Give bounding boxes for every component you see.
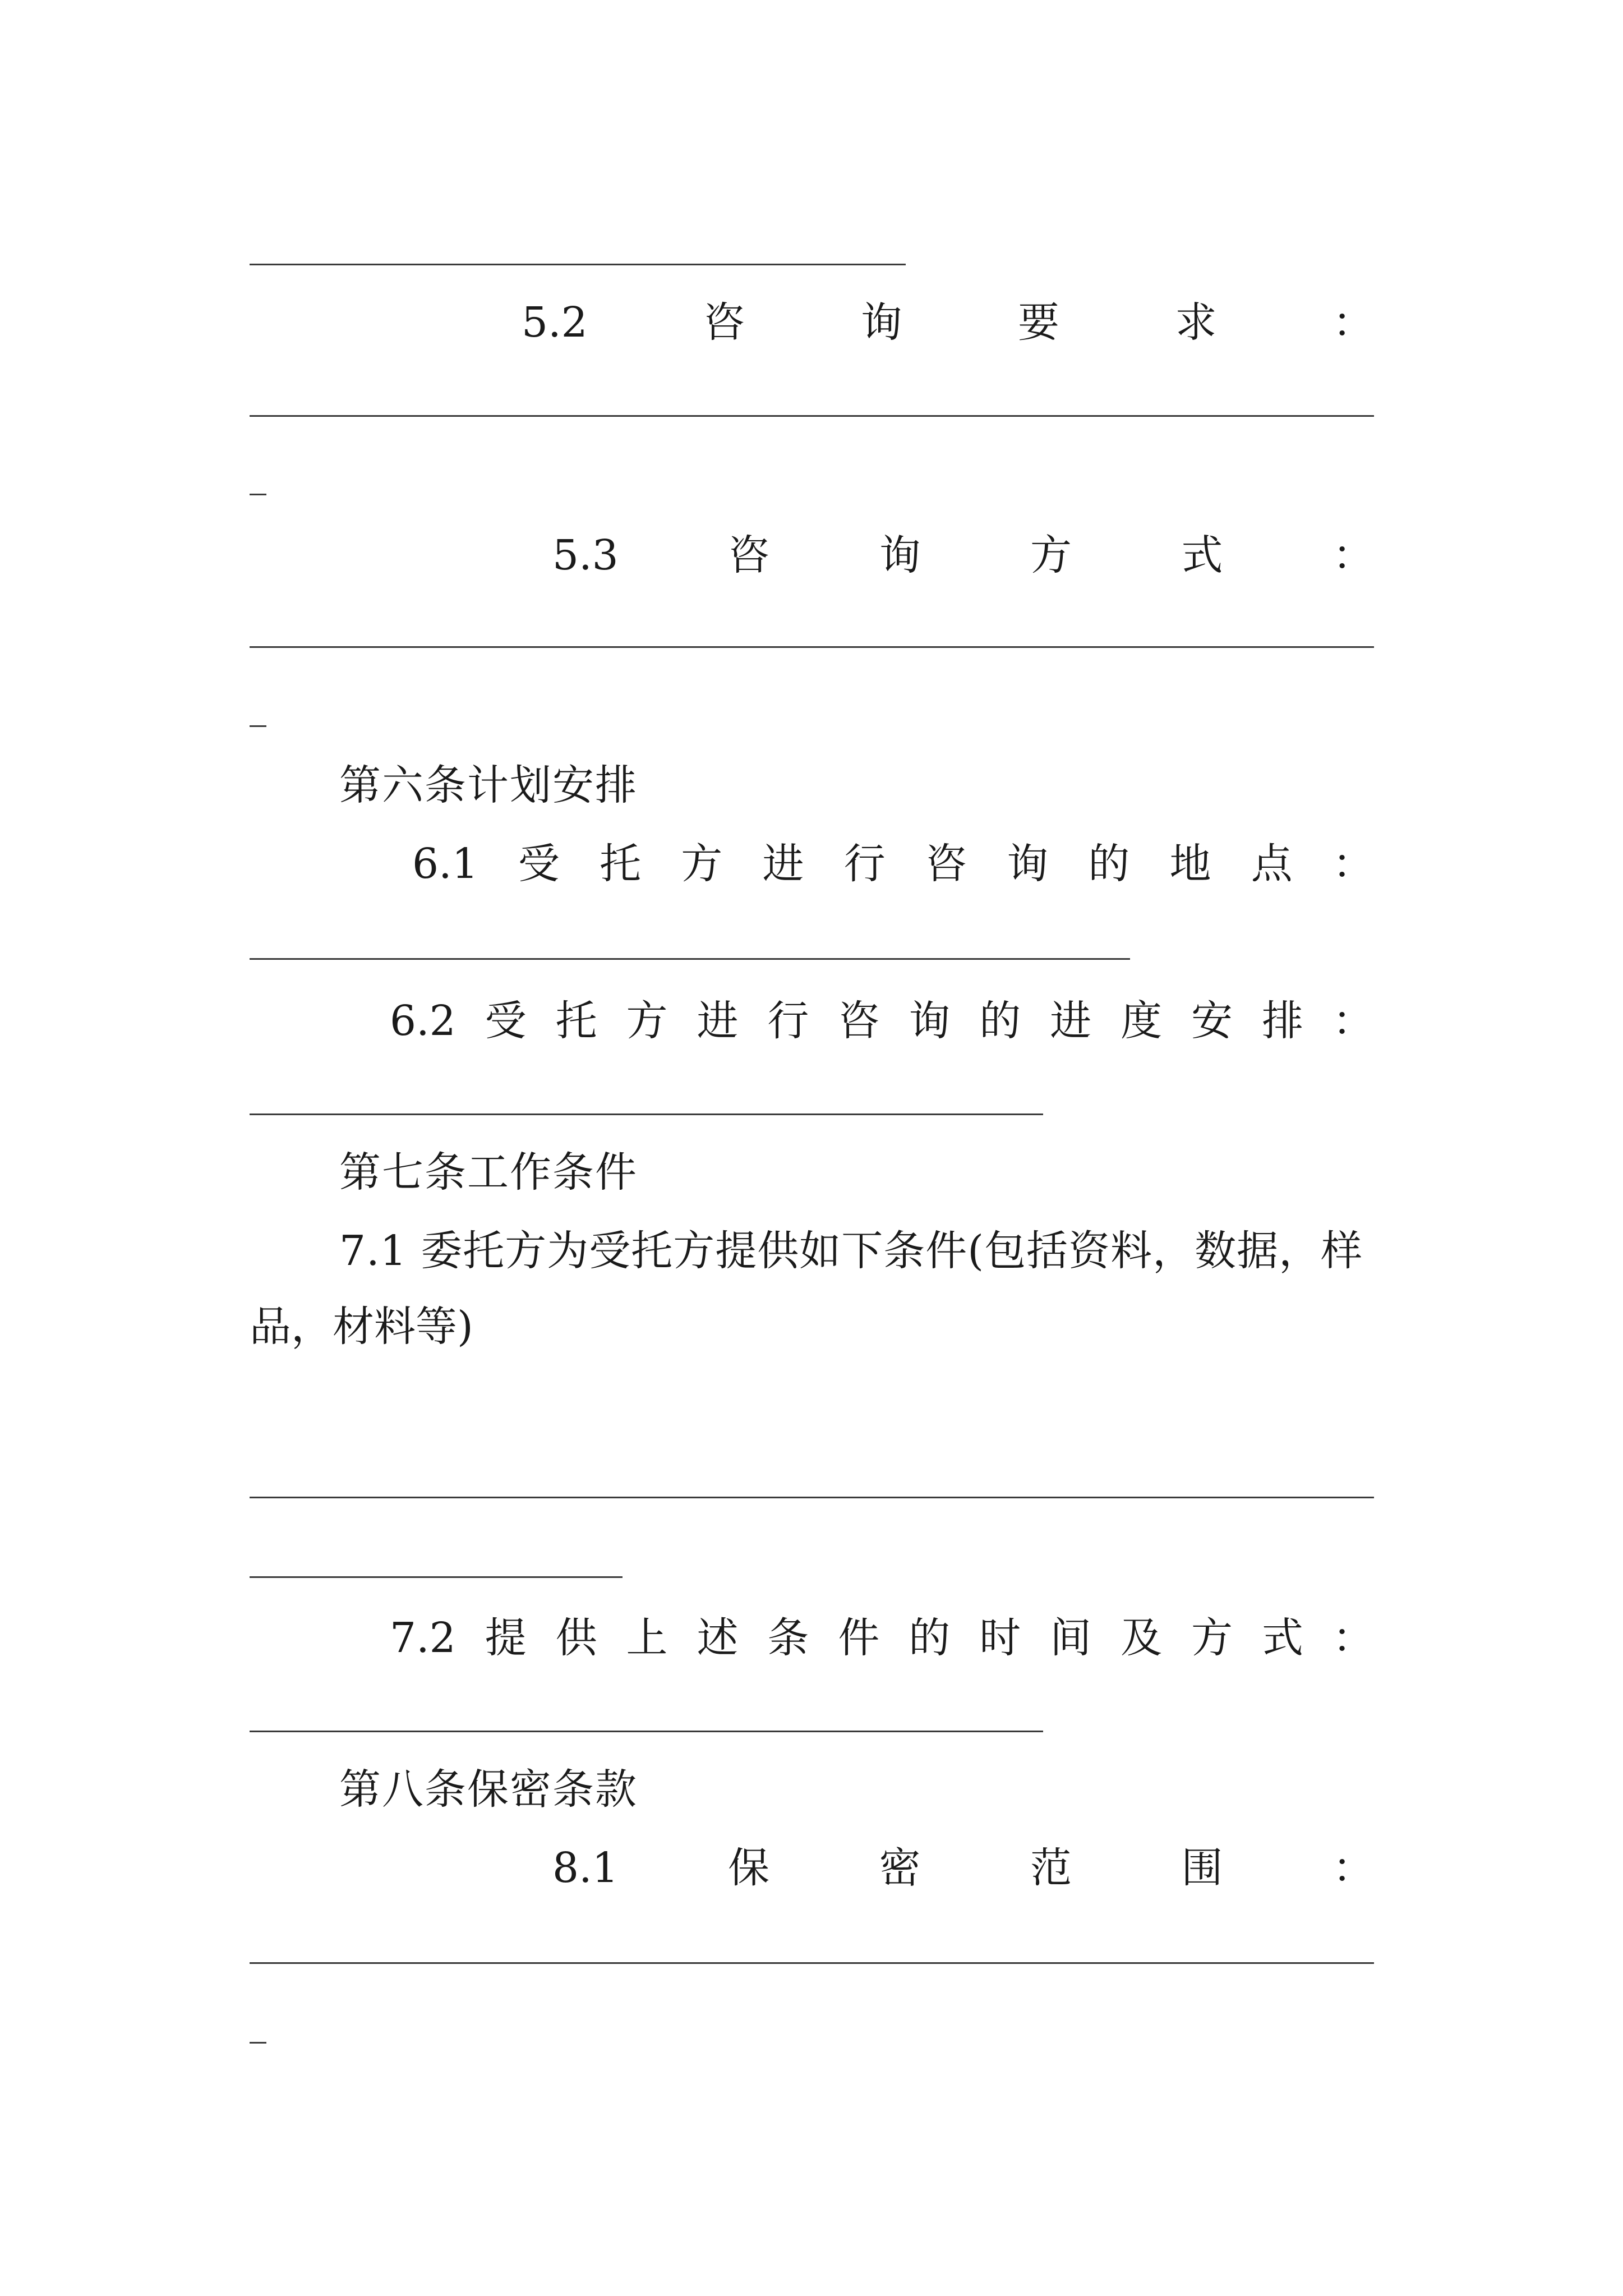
clause-char: ： <box>1332 531 1374 579</box>
clause-char: 求 <box>1175 298 1217 347</box>
clause-char: 度 <box>1121 997 1163 1045</box>
clause-char: 咨 <box>838 997 880 1045</box>
clause-char: 排 <box>1261 997 1303 1045</box>
clause-char: ： <box>1332 1614 1374 1662</box>
clause-char: 间 <box>1050 1614 1092 1662</box>
clause-char: ： <box>1332 1844 1374 1892</box>
blank-line-tail <box>250 494 266 495</box>
blank-line <box>250 1497 1374 1498</box>
clause-char: 询 <box>1007 840 1049 888</box>
blank-line-tail <box>250 2042 266 2044</box>
clause-7-1-line-1: 7.1 委托方为受托方提供如下条件(包括资料，数据，样 <box>339 1227 1363 1275</box>
clause-8-1 <box>552 1843 1374 1893</box>
clause-char: 询 <box>860 298 902 347</box>
clause-char: 安 <box>1191 997 1233 1045</box>
clause-char: 及 <box>1121 1614 1163 1662</box>
clause-char: ： <box>1332 840 1374 888</box>
clause-char: 方 <box>626 997 668 1045</box>
article-6-heading: 第六条计划安排 <box>339 761 638 809</box>
clause-7-2 <box>390 1613 1374 1663</box>
clause-5-3 <box>552 530 1374 581</box>
blank-line <box>250 1962 1374 1964</box>
clause-char: 咨 <box>925 840 967 888</box>
clause-char: 述 <box>697 1614 739 1662</box>
clause-char: 咨 <box>703 298 745 347</box>
clause-char: 咨 <box>728 531 770 579</box>
clause-char: 密 <box>879 1844 921 1892</box>
clause-char: 围 <box>1181 1844 1223 1892</box>
clause-char: 保 <box>728 1844 770 1892</box>
clause-char: 行 <box>843 840 886 888</box>
clause-6-2 <box>390 996 1374 1046</box>
clause-char: 式 <box>1261 1614 1303 1662</box>
blank-line <box>250 958 1130 960</box>
clause-char: 方 <box>1191 1614 1233 1662</box>
clause-number: 7.2 <box>390 1614 456 1662</box>
clause-char: 地 <box>1169 840 1211 888</box>
clause-number: 8.1 <box>552 1844 619 1892</box>
clause-char: 件 <box>838 1614 880 1662</box>
clause-char: 询 <box>909 997 951 1045</box>
clause-char: 进 <box>1050 997 1092 1045</box>
clause-7-1-line-2: 品，材料等) <box>250 1303 473 1351</box>
clause-char: 进 <box>697 997 739 1045</box>
clause-char: 条 <box>767 1614 809 1662</box>
clause-char: ： <box>1332 298 1374 347</box>
blank-line <box>250 1576 623 1578</box>
clause-char: 托 <box>555 997 597 1045</box>
clause-6-1 <box>412 839 1374 889</box>
clause-char: 时 <box>979 1614 1021 1662</box>
article-7-heading: 第七条工作条件 <box>339 1148 638 1197</box>
clause-char: 受 <box>485 997 527 1045</box>
clause-char: 点 <box>1251 840 1293 888</box>
blank-line <box>250 646 1374 648</box>
clause-char: 方 <box>681 840 723 888</box>
clause-number: 6.1 <box>412 840 478 888</box>
clause-number: 5.3 <box>552 531 619 579</box>
clause-number: 6.2 <box>390 997 456 1045</box>
clause-char: 询 <box>879 531 921 579</box>
clause-char: 上 <box>626 1614 668 1662</box>
blank-line <box>250 1731 1043 1732</box>
clause-number: 5.2 <box>522 298 588 347</box>
clause-char: 进 <box>762 840 804 888</box>
article-8-heading: 第八条保密条款 <box>339 1765 638 1814</box>
clause-char: 方 <box>1030 531 1072 579</box>
blank-line <box>250 415 1374 417</box>
clause-char: 托 <box>600 840 642 888</box>
blank-line-tail <box>250 725 266 727</box>
clause-char: 要 <box>1018 298 1060 347</box>
clause-char: 范 <box>1030 1844 1072 1892</box>
clause-char: 提 <box>485 1614 527 1662</box>
clause-char: 供 <box>555 1614 597 1662</box>
clause-5-2 <box>522 297 1374 348</box>
clause-char: 的 <box>1088 840 1130 888</box>
blank-line <box>250 264 906 265</box>
clause-char: ： <box>1332 997 1374 1045</box>
clause-char: 的 <box>909 1614 951 1662</box>
clause-char: 式 <box>1181 531 1223 579</box>
clause-char: 行 <box>767 997 809 1045</box>
clause-char: 的 <box>979 997 1021 1045</box>
blank-line <box>250 1114 1043 1115</box>
clause-char: 受 <box>518 840 560 888</box>
